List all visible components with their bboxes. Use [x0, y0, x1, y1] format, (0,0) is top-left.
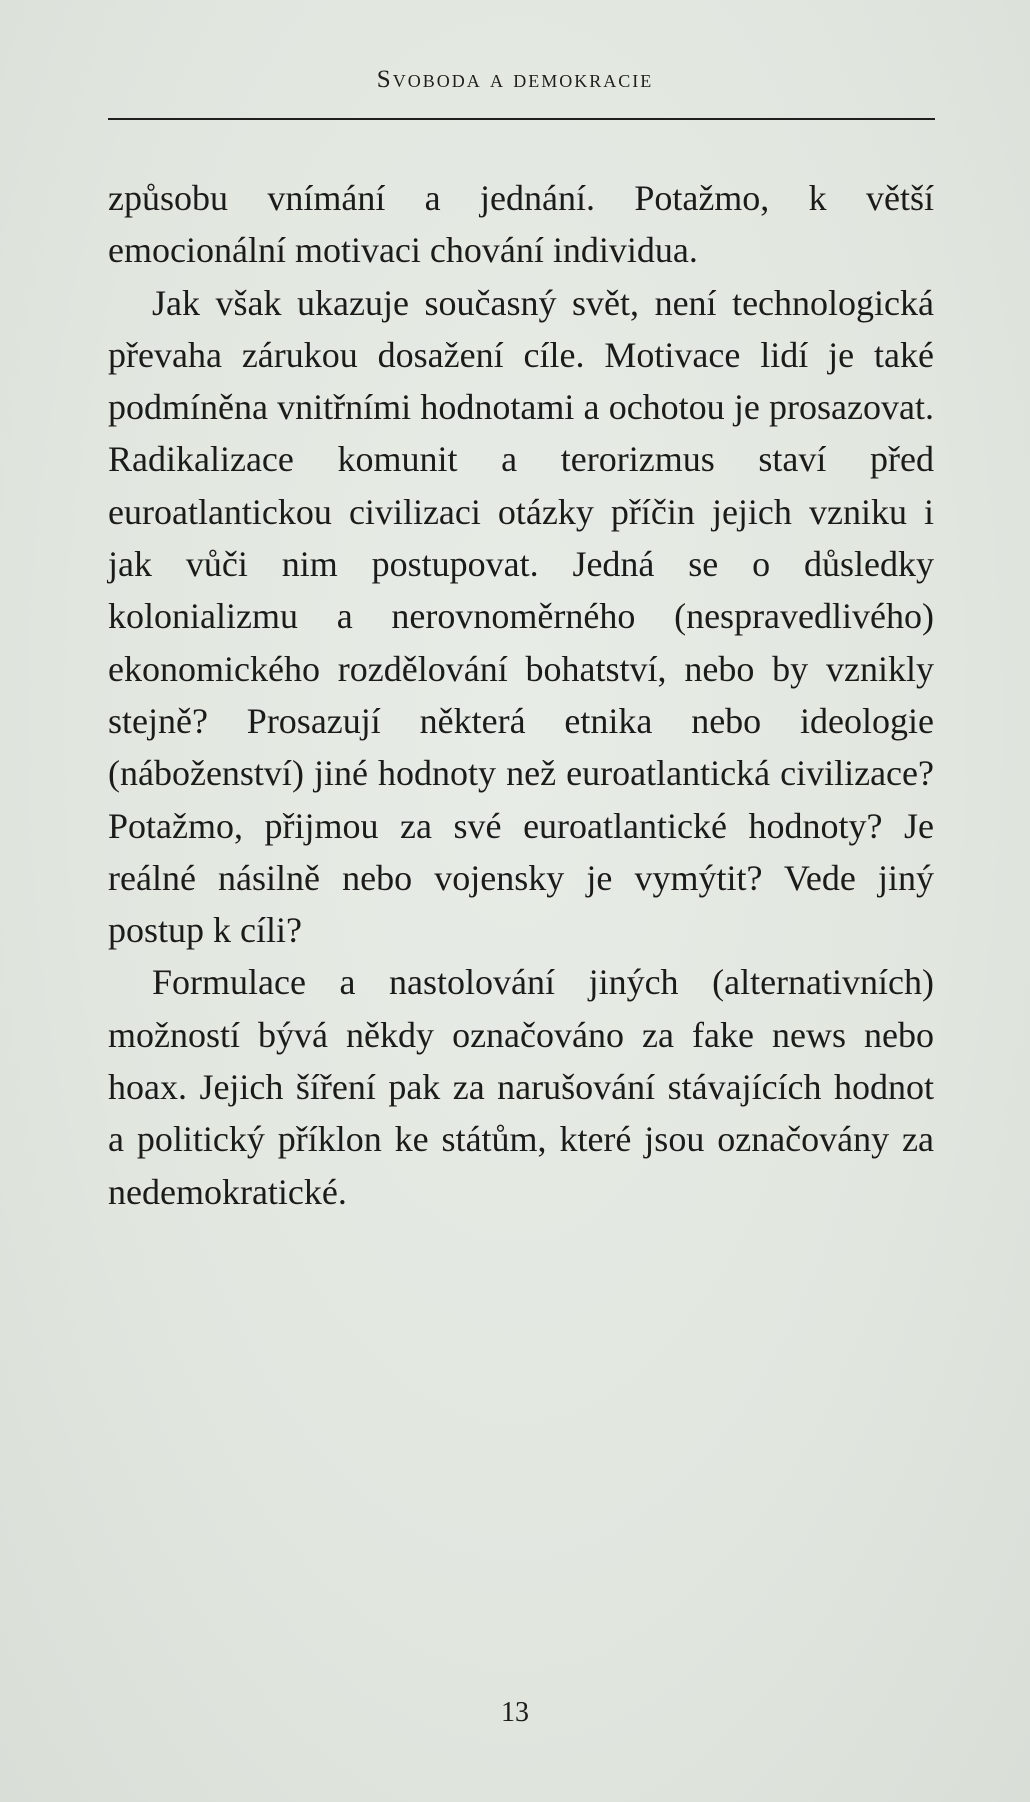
- page-number: 13: [501, 1697, 529, 1728]
- paragraph-continued: způsobu vnímání a jednání. Potažmo, k větší emocionální motivaci chování individua.: [108, 178, 934, 271]
- running-header: Svoboda a demokracie: [376, 66, 654, 93]
- paragraph: Jak však ukazuje současný svět, není technologická převaha zárukou dosažení cíle. Motivace lidí je také podmíněna vnitřními hodnotami a ochotou je prosazovat. Radikalizace komunit a terorizmus staví před euroatlantickou civilizaci otázky příčin jejich vzniku i jak vůči nim postupovat. Jedná se o důsledky kolonializmu a nerovnoměrného (nespravedlivého) ekonomického rozdělování bohatství, nebo by vznikly stejně? Prosazují některá etnika nebo ideologie (náboženství) jiné hodnoty než euroatlantická civilizace? Potažmo, přijmou za své euroatlantické hodnoty? Je reálné násilně nebo vojensky je vymýtit? Vede jiný postup k cíli?: [108, 282, 934, 951]
- body-text: [108, 172, 934, 1218]
- paragraph: Formulace a nastolování jiných (alternativních) možností bývá někdy označováno za fake news nebo hoax. Jejich šíření pak za narušování stávajících hodnot a politický příklon ke státům, které jsou označovány za nedemokratické.: [108, 962, 934, 1212]
- header-rule: [108, 118, 935, 120]
